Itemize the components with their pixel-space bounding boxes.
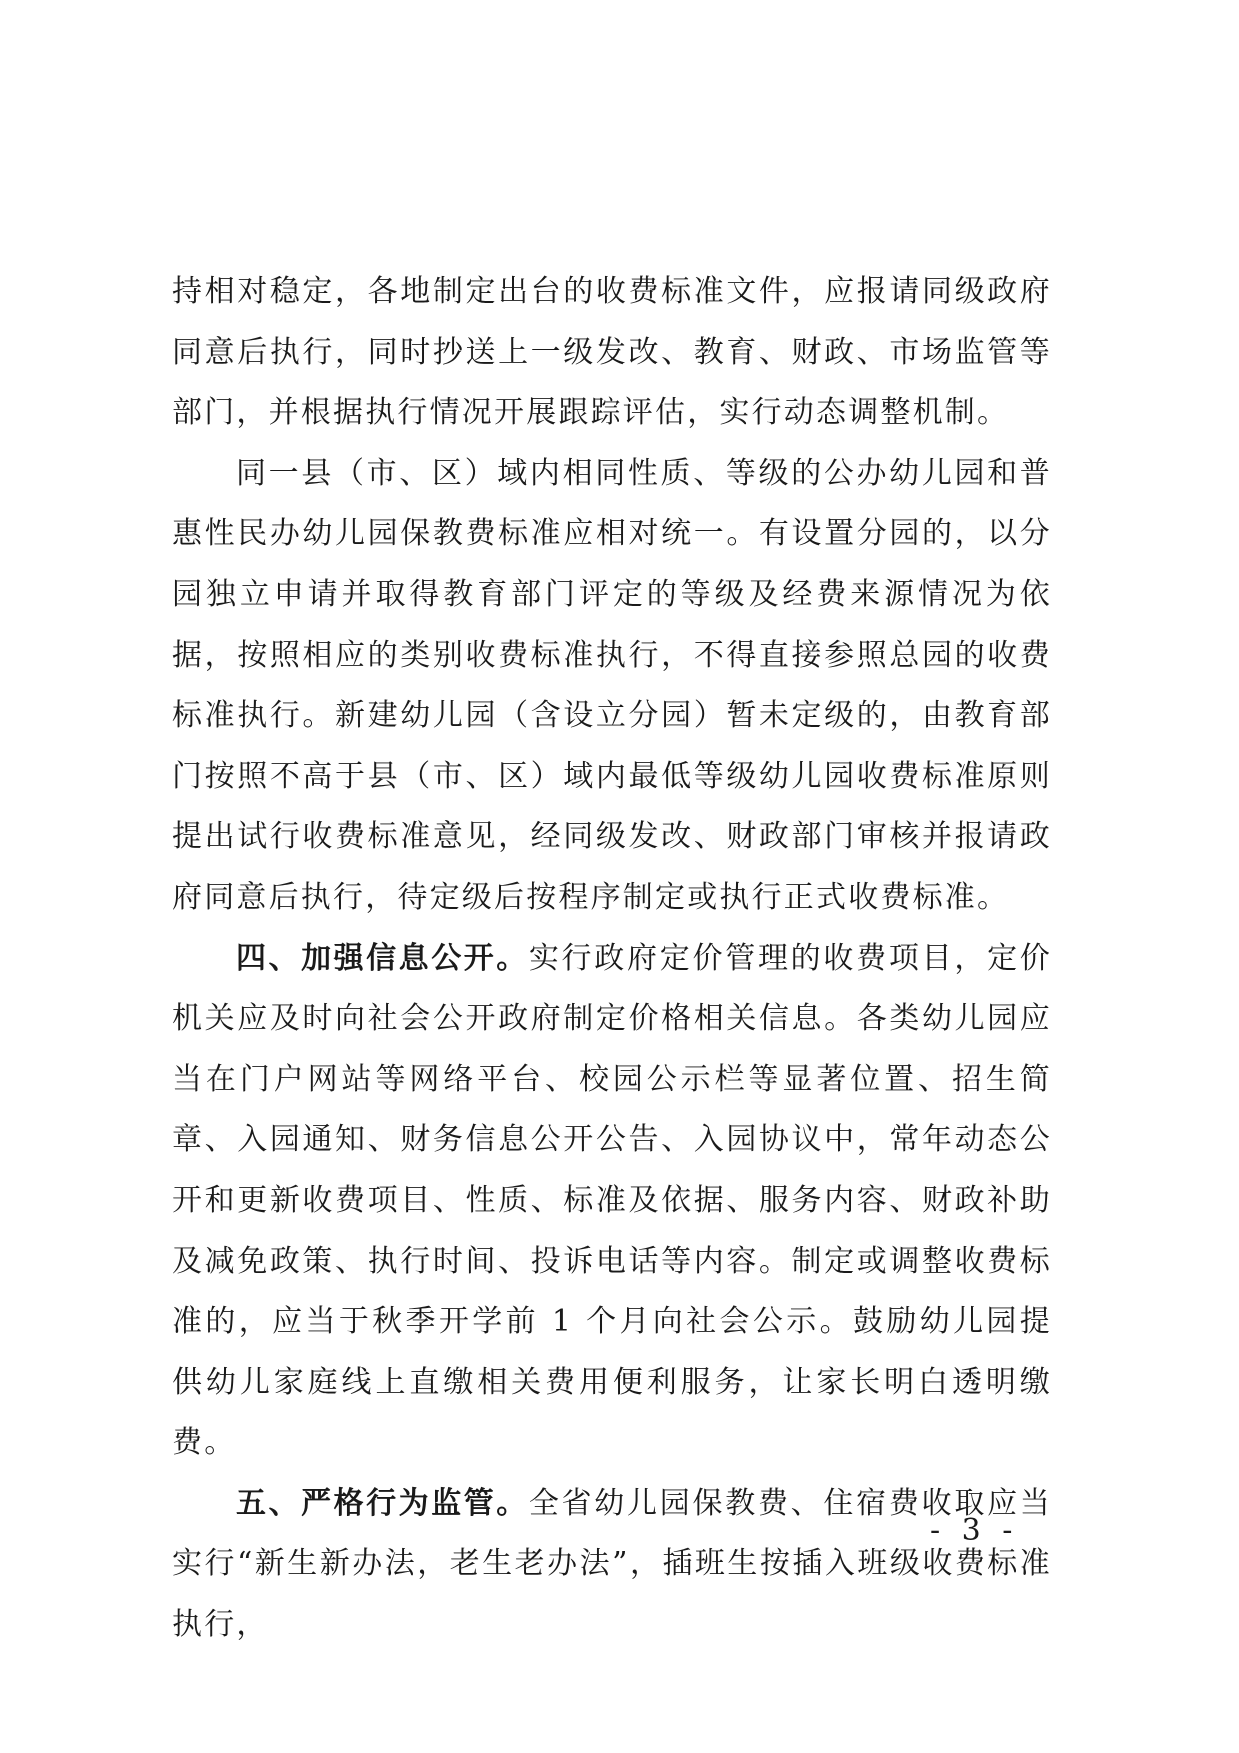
paragraph-text: 同一县（市、区）域内相同性质、等级的公办幼儿园和普惠性民办幼儿园保教费标准应相对统一。有设置分园的，以分园独立申请并取得教育部门评定的等级及经费来源情况为依据，按照相应的类别收费标准执行，不得直接参照总园的收费标准执行。新建幼儿园（含设立分园）暂未定级的，由教育部门按照不高于县（市、区）域内最低等级幼儿园收费标准原则提出试行收费标准意见，经同级发改、财政部门审核并报请政府同意后执行，待定级后按程序制定或执行正式收费标准。 [172,455,1052,915]
document-body [172,262,1052,1656]
paragraph-text: 实行政府定价管理的收费项目，定价机关应及时向社会公开政府制定价格相关信息。各类幼儿园应当在门户网站等网络平台、校园公示栏等显著位置、招生简章、入园通知、财务信息公开公告、入园协议中，常年动态公开和更新收费项目、性质、标准及依据、服务内容、财政补助及减免政策、执行时间、投诉电话等内容。制定或调整收费标准的，应当于秋季开学前 1 个月向社会公示。鼓励幼儿园提供幼儿家庭线上直缴相关费用便利服务，让家长明白透明缴费。 [172,940,1053,1461]
paragraph-same-county-fees [172,444,1052,929]
paragraph-behavior-supervision [172,1474,1052,1656]
page-number: - 3 - [930,1513,1019,1548]
paragraph-text: 全省幼儿园保教费、住宿费收取应当实行“新生新办法，老生老办法”，插班生按插入班级收费标准执行， [172,1485,1053,1643]
section-heading: 五、严格行为监管。 [236,1485,529,1521]
section-heading: 四、加强信息公开。 [236,940,529,976]
paragraph-information-disclosure [172,929,1052,1474]
paragraph-continuation [172,262,1052,444]
paragraph-text: 持相对稳定，各地制定出台的收费标准文件，应报请同级政府同意后执行，同时抄送上一级发改、教育、财政、市场监管等部门，并根据执行情况开展跟踪评估，实行动态调整机制。 [172,274,1052,431]
